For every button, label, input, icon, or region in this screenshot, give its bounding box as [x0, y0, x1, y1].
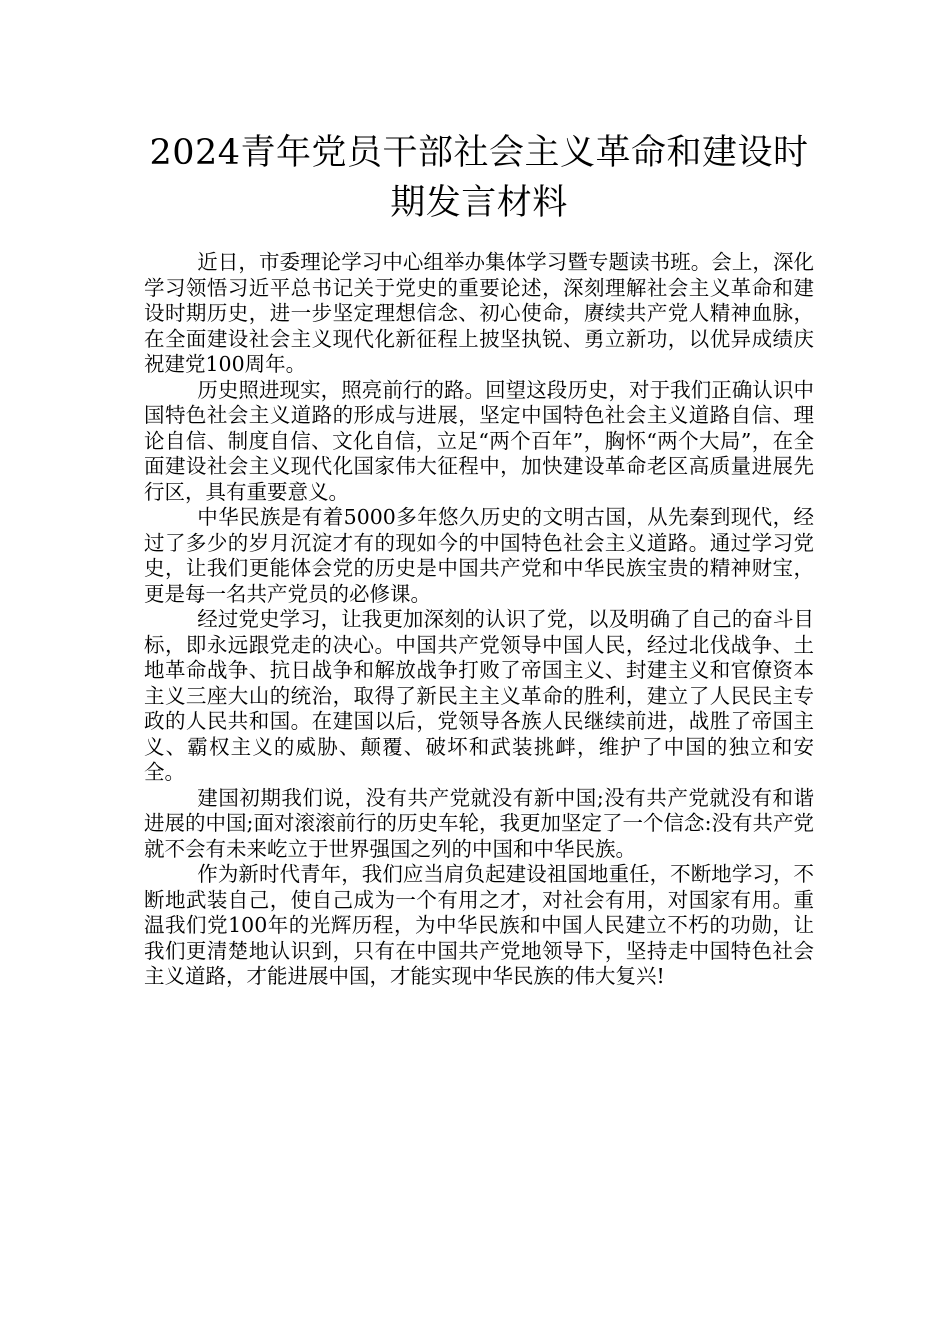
document-page: [144, 128, 814, 990]
paragraph-3: 中华民族是有着5000多年悠久历史的文明古国，从先秦到现代，经过了多少的岁月沉淀才有的现如今的中国特色社会主义道路。通过学习党史，让我们更能体会党的历史是中国共产党和中华民族宝贵的精神财宝，更是每一名共产党员的必修课。: [144, 505, 814, 606]
title-line-1: 2024青年党员干部社会主义革命和建设时: [149, 133, 809, 173]
paragraph-2: 历史照进现实，照亮前行的路。回望这段历史，对于我们正确认识中国特色社会主义道路的形成与进展，坚定中国特色社会主义道路自信、理论自信、制度自信、文化自信，立足“两个百年”，胸怀“两个大局”，在全面建设社会主义现代化国家伟大征程中，加快建设革命老区高质量进展先行区，具有重要意义。: [144, 377, 814, 504]
paragraph-5: 建国初期我们说，没有共产党就没有新中国;没有共产党就没有和谐进展的中国;面对滚滚前行的历史车轮，我更加坚定了一个信念:没有共产党就不会有未来屹立于世界强国之列的中国和中华民族。: [144, 785, 814, 861]
paragraph-6: 作为新时代青年，我们应当肩负起建设祖国地重任，不断地学习，不断地武装自己，使自己成为一个有用之才，对社会有用，对国家有用。重温我们党100年的光辉历程，为中华民族和中国人民建立不朽的功勋，让我们更清楚地认识到，只有在中国共产党地领导下，坚持走中国特色社会主义道路，才能进展中国，才能实现中华民族的伟大复兴!: [144, 862, 814, 988]
title-line-2: 期发言材料: [390, 183, 568, 223]
paragraph-1: 近日，市委理论学习中心组举办集体学习暨专题读书班。会上，深化学习领悟习近平总书记关于党史的重要论述，深刻理解社会主义革命和建设时期历史，进一步坚定理想信念、初心使命，赓续共产党人精神血脉，在全面建设社会主义现代化新征程上披坚执锐、勇立新功，以优异成绩庆祝建党100周年。: [144, 250, 814, 376]
document-body: [144, 250, 814, 990]
document-title: [144, 128, 814, 228]
paragraph-4: 经过党史学习，让我更加深刻的认识了党，以及明确了自己的奋斗目标，即永远跟党走的决心。中国共产党领导中国人民，经过北伐战争、土地革命战争、抗日战争和解放战争打败了帝国主义、封建主义和官僚资本主义三座大山的统治，取得了新民主主义革命的胜利，建立了人民民主专政的人民共和国。在建国以后，党领导各族人民继续前进，战胜了帝国主义、霸权主义的威胁、颠覆、破坏和武装挑衅，维护了中国的独立和安全。: [144, 607, 814, 784]
